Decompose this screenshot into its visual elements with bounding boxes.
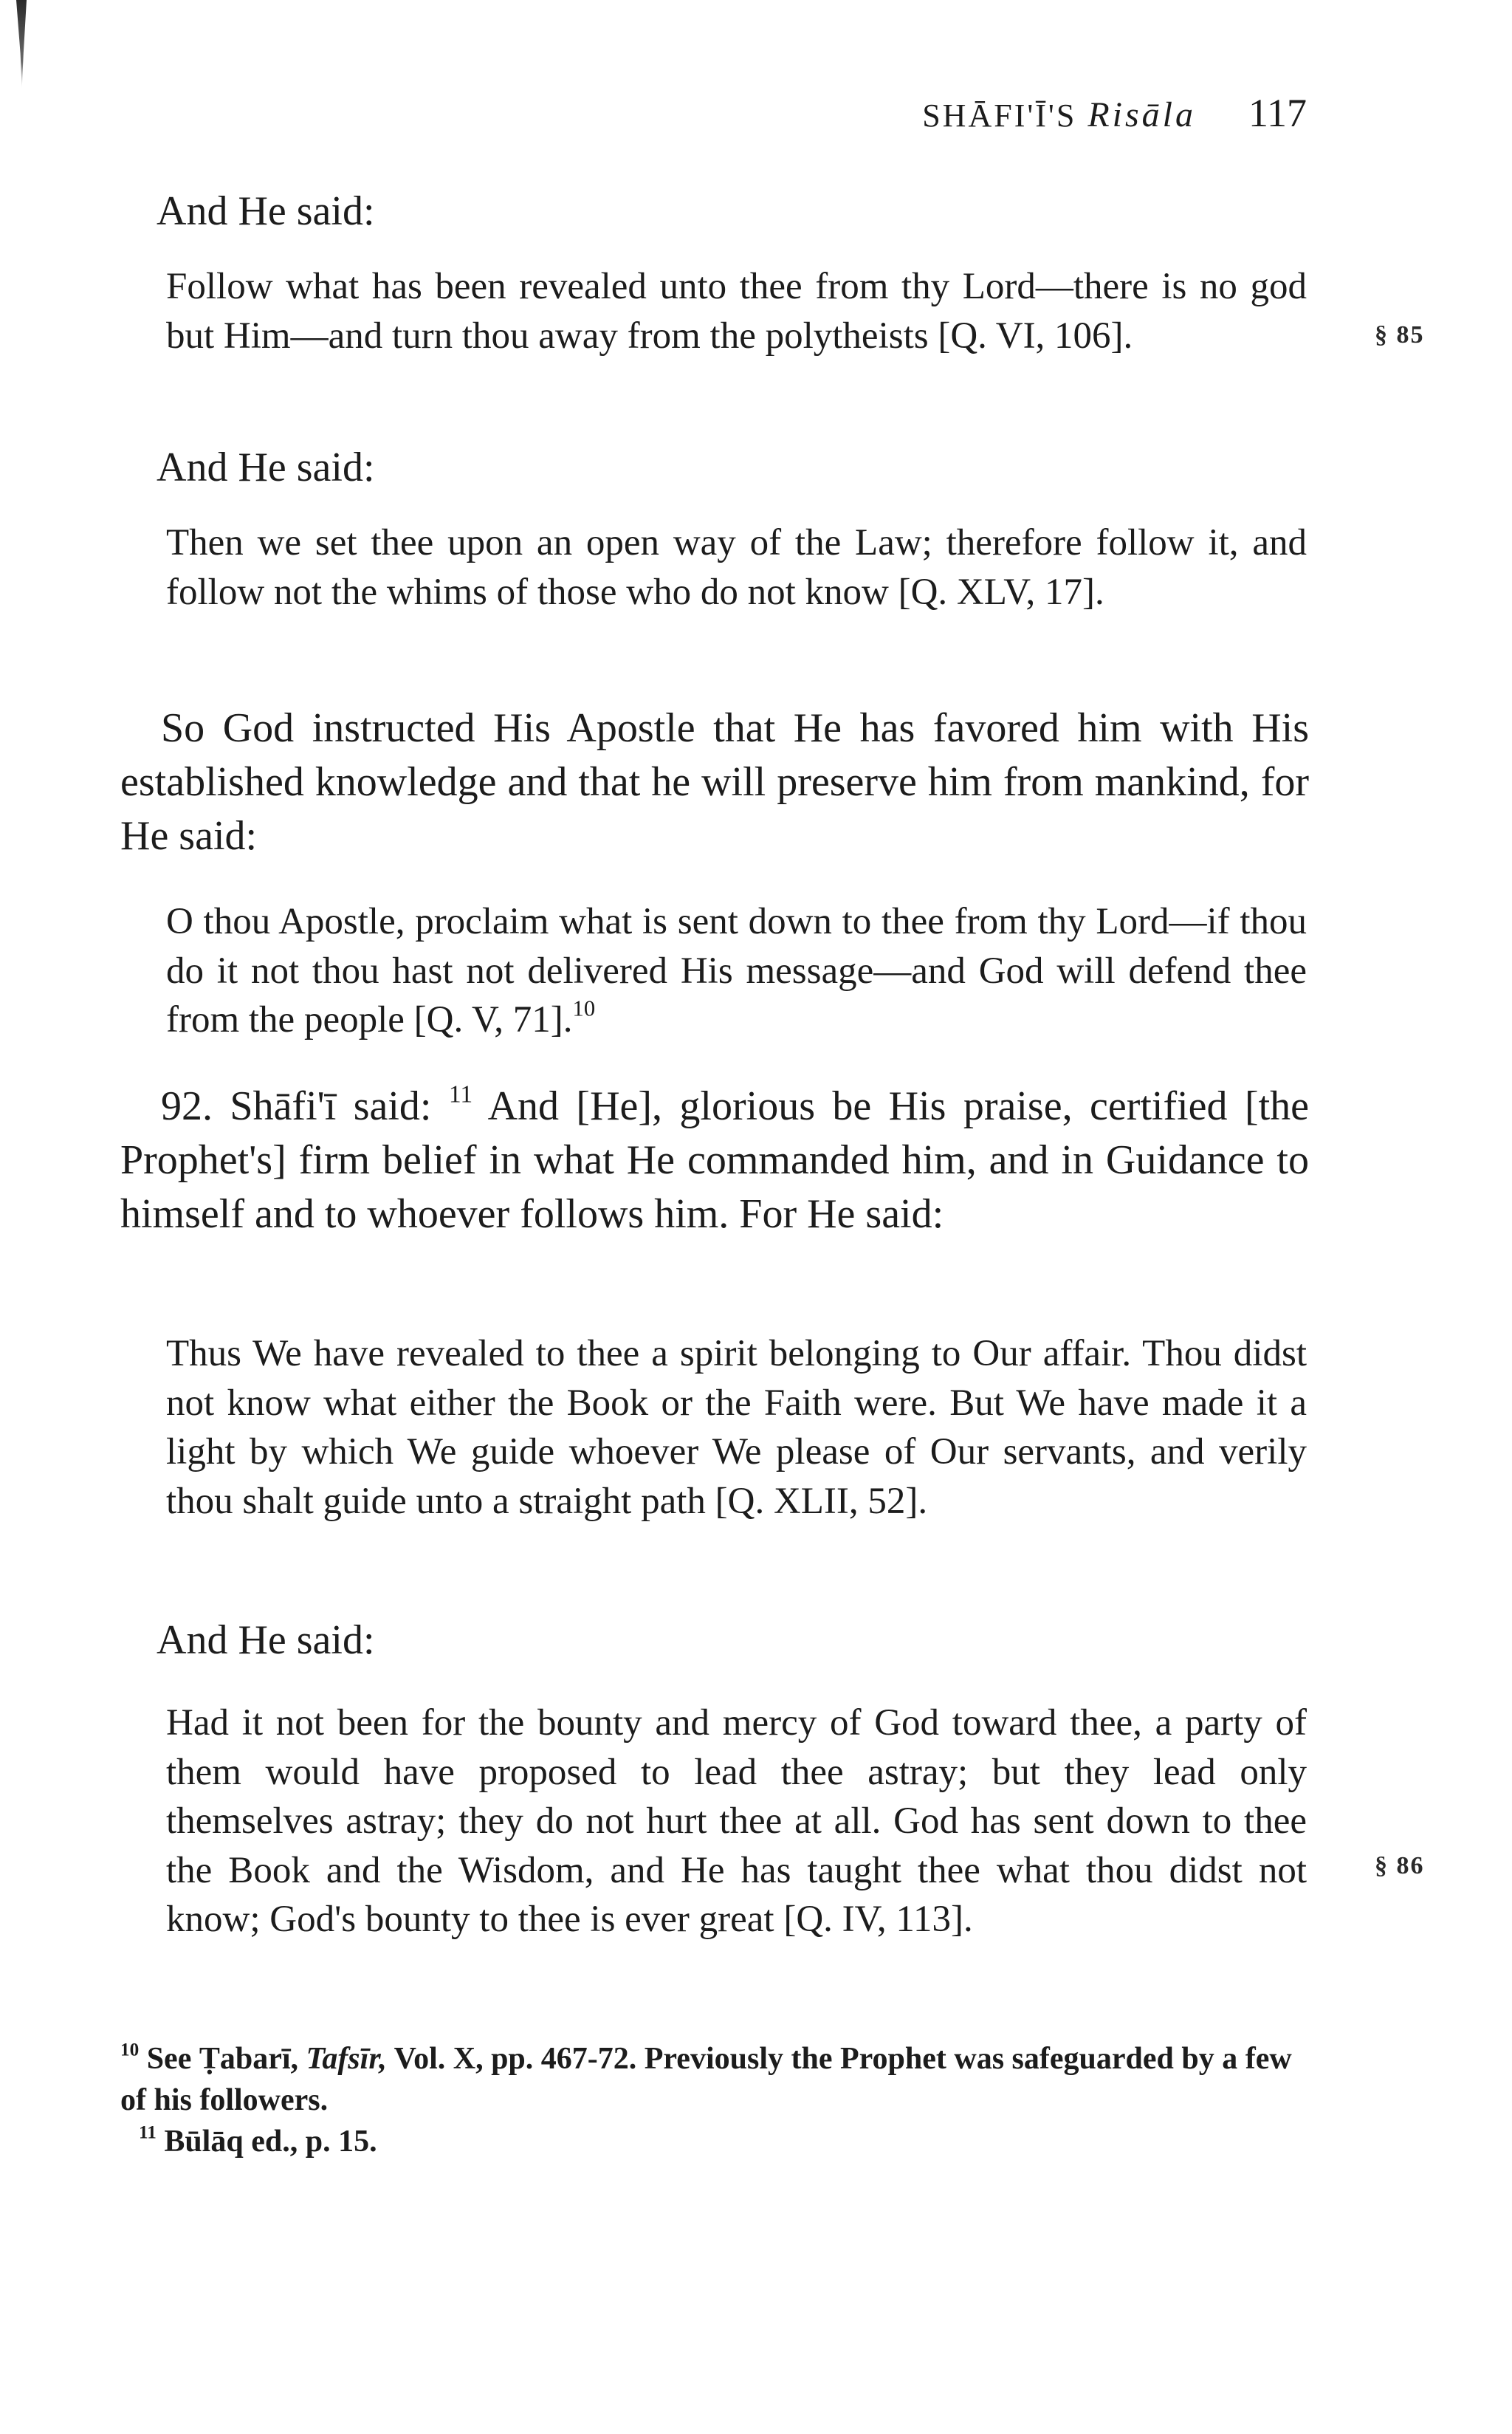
- intro-line-1: And He said:: [157, 188, 375, 234]
- footnote-10-pre: See Ṭabarī,: [146, 2042, 299, 2076]
- paragraph-92: [120, 1080, 1309, 1241]
- footnote-ref-11: 11: [448, 1080, 473, 1108]
- paragraph-speaker: Shāfi'ī said:: [230, 1083, 432, 1129]
- quote-block-1: Follow what has been revealed unto thee from thy Lord—there is no god but Him—and turn thou away from the polytheists [Q. VI, 106].: [166, 266, 1307, 357]
- footnote-10-title: Tafsīr,: [306, 2042, 387, 2076]
- footnote-10-number: 10: [120, 2040, 140, 2060]
- paragraph-1-text: So God instructed His Apostle that He has favored him with His established knowledge and that he will preserve him from mankind, for He said:: [120, 705, 1309, 859]
- paragraph-1: [120, 702, 1309, 863]
- paragraph-92-text: And [He], glorious be His praise, certified [the Prophet's] firm belief in what He commanded him, and in Guidance to himself and to whoever follows him. For He said:: [120, 1083, 1310, 1237]
- footnote-ref-10: 10: [572, 995, 596, 1021]
- running-head: [922, 95, 1196, 135]
- margin-marker-86: § 86: [1375, 1852, 1425, 1879]
- quote-block-4: Thus We have revealed to thee a spirit belonging to Our affair. Thou didst not know what either the Book or the Faith were. But We have made it a light by which We guide whoever We please of Our servants, and verily thou shalt guide unto a straight path [Q. XLII, 52].: [166, 1333, 1307, 1522]
- scan-edge-mark: [16, 0, 27, 89]
- running-head-author: SHĀFI'Ī'S: [922, 97, 1077, 134]
- footnotes: [120, 2038, 1309, 2162]
- quote-block-3-text: O thou Apostle, proclaim what is sent down to thee from thy Lord—if thou do it not thou hast not delivered His message—and God will defend thee from the people [Q. V, 71].: [166, 901, 1307, 1041]
- quote-block-3: [166, 897, 1307, 1045]
- quote-block-2: Then we set thee upon an open way of the Law; therefore follow it, and follow not the whims of those who do not know [Q. XLV, 17].: [166, 522, 1307, 613]
- footnote-11-number: 11: [139, 2122, 157, 2143]
- margin-marker-85: § 85: [1375, 321, 1425, 349]
- quote-block-5: Had it not been for the bounty and mercy of God toward thee, a party of them would have proposed to lead thee astray; but they lead only themselves astray; they do not hurt thee at all. God has sent down to thee the Book and the Wisdom, and He has taught thee what thou didst not know; God's bounty to thee is ever great [Q. IV, 113].: [166, 1702, 1307, 1940]
- paragraph-number: 92.: [161, 1083, 213, 1129]
- page-number: 117: [1248, 91, 1307, 135]
- intro-line-2: And He said:: [157, 445, 375, 490]
- footnote-10: [120, 2038, 1309, 2121]
- page-header: [797, 87, 1307, 139]
- footnote-11-text: Būlāq ed., p. 15.: [164, 2125, 377, 2159]
- footnote-10-post: Vol. X, pp. 467-72. Previously the Prophet was safeguarded by a few of his followers.: [120, 2042, 1292, 2117]
- intro-line-3: And He said:: [157, 1617, 375, 1663]
- running-head-title: Risāla: [1087, 95, 1196, 134]
- footnote-11: [120, 2121, 1309, 2162]
